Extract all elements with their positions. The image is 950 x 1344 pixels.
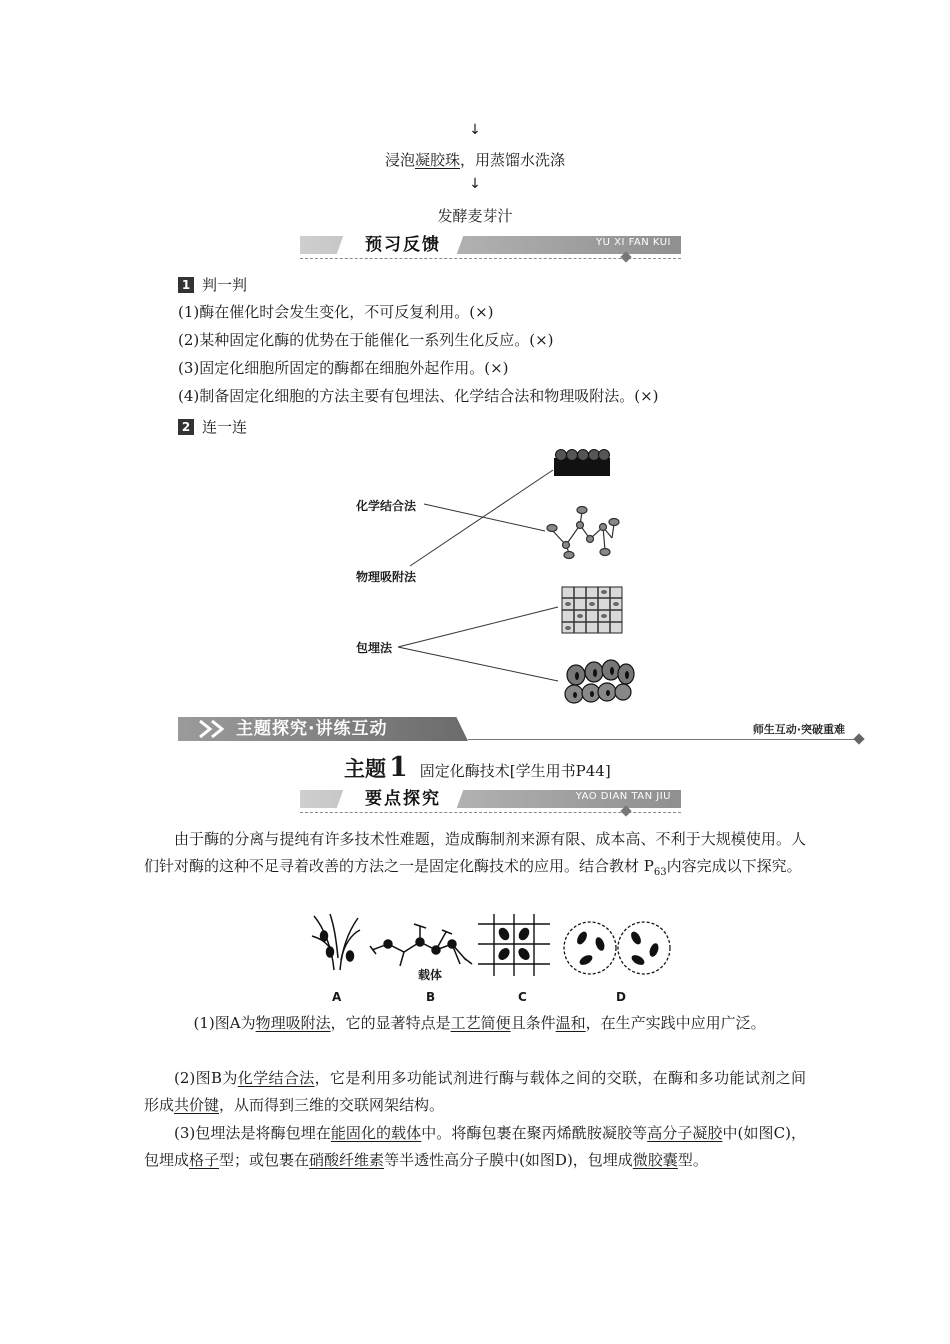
figure-label-d: D — [616, 990, 626, 1004]
p3-answer: 硝酸纤维素 — [309, 1151, 385, 1169]
banner-key-points — [300, 788, 681, 810]
p3-text: 中。将酶包裹在聚丙烯酰胺凝胶等 — [421, 1124, 648, 1142]
flow-step-soak-post: ，用蒸馏水洗涤 — [460, 151, 566, 169]
intro-paragraph — [144, 826, 806, 886]
p1-text: ，它的显著特点是 — [330, 1014, 451, 1032]
connect-line — [398, 607, 558, 647]
figure-b-crosslink — [370, 924, 472, 966]
banner-title: 预习反馈 — [365, 235, 441, 255]
p3-answer: 高分子凝胶 — [647, 1124, 723, 1142]
gel-lattice-picture — [562, 587, 622, 633]
connect-label-embedding: 包埋法 — [356, 641, 393, 655]
section-bar — [178, 717, 863, 743]
p1-answer: 温和 — [555, 1014, 586, 1032]
p1-text: (1)图A为 — [193, 1014, 256, 1032]
judge-heading — [178, 275, 247, 295]
section-bar-diamond — [853, 733, 864, 744]
p1-answer: 工艺简便 — [450, 1014, 511, 1032]
connect-number-badge: 2 — [178, 419, 194, 435]
section-title — [236, 717, 387, 741]
judge-item: (1)酶在催化时会发生变化，不可反复利用。(×) — [178, 303, 494, 321]
connect-line — [410, 470, 553, 566]
p2-text: ，从而得到三维的交联网架结构。 — [219, 1096, 445, 1114]
judge-item: (3)固定化细胞所固定的酶都在细胞外起作用。(×) — [178, 359, 509, 377]
connect-heading — [178, 417, 247, 437]
p3-text: 型。 — [677, 1151, 708, 1169]
figure-label-a: A — [332, 990, 342, 1004]
judge-number-badge: 1 — [178, 277, 194, 293]
connect-diagram — [0, 440, 950, 710]
adsorption-block-picture — [554, 450, 610, 477]
p1-text: 且条件 — [510, 1014, 556, 1032]
p3-text: (3)包埋法是将酶包埋在 — [174, 1124, 331, 1142]
judge-item: (2)某种固定化酶的优势在于能催化一系列生化反应。(×) — [178, 331, 554, 349]
figure-a-adsorption — [312, 914, 360, 970]
topic-description: 固定化酶技术[学生用书P44] — [419, 762, 611, 780]
intro-text-a: 由于酶的分离与提纯有许多技术性难题，造成酶制剂来源有限、成本高、不利于大规模使用。人们针对酶的这种不足寻着改善的方法之一是固定化酶技术的应用。结合教材 P — [144, 830, 806, 875]
flow-step-soak-pre: 浸泡 — [384, 151, 415, 169]
connect-heading-text: 连一连 — [202, 418, 248, 436]
p2-answer: 共价键 — [174, 1096, 220, 1114]
banner-pinyin: YU XI FAN KUI — [596, 237, 671, 248]
connect-label-chemical: 化学结合法 — [356, 499, 417, 513]
p2-text: ，它是利用多功能试剂进行酶与载体之间的交联，在酶和多功能试剂之间形成 — [144, 1069, 806, 1114]
crosslink-chain-picture — [547, 507, 619, 559]
flow-step-soak — [0, 149, 950, 170]
p3-answer: 能固化的载体 — [330, 1124, 422, 1142]
p3-text: 型；或包裹在 — [219, 1151, 310, 1169]
p3-text: 等半透性高分子膜中(如图D)，包埋成 — [384, 1151, 633, 1169]
answer-paragraph-1 — [144, 1010, 806, 1037]
section-subtitle: 师生互动·突破重难 — [752, 723, 845, 736]
p1-text: ，在生产实践中应用广泛。 — [585, 1014, 766, 1032]
section-title-a: 主题探究 — [236, 719, 308, 739]
p2-text: (2)图B为 — [174, 1069, 238, 1087]
section-title-b: 讲练互动 — [315, 719, 388, 739]
answer-paragraph-3 — [144, 1120, 806, 1174]
intro-text-b: 内容完成以下探究。 — [666, 857, 802, 875]
p3-text: 中(如图C)，包埋成 — [144, 1124, 806, 1169]
banner-preview-feedback — [300, 234, 681, 256]
answer-paragraph-2 — [144, 1065, 806, 1119]
judge-item: (4)制备固定化细胞的方法主要有包埋法、化学结合法和物理吸附法。(×) — [178, 387, 659, 405]
flow-step-soak-gel-beads: 凝胶珠 — [414, 151, 460, 169]
figure-carrier-label: 载体 — [418, 968, 443, 982]
p2-answer: 化学结合法 — [237, 1069, 315, 1087]
section-title-dot: · — [308, 719, 316, 739]
p3-answer: 微胶囊 — [632, 1151, 678, 1169]
topic-number: 1 — [389, 752, 408, 783]
double-chevron-icon — [198, 720, 232, 738]
figure-d-capsules — [564, 922, 670, 974]
connect-line — [398, 647, 558, 681]
intro-page-subscript: 63 — [653, 867, 667, 878]
p1-answer: 物理吸附法 — [255, 1014, 331, 1032]
flow-arrow-2: ↓ — [469, 176, 481, 192]
judge-heading-text: 判一判 — [202, 276, 248, 294]
p3-answer: 格子 — [189, 1151, 220, 1169]
figure-c-lattice — [478, 914, 550, 976]
banner-title: 要点探究 — [365, 789, 441, 809]
topic-label: 主题 — [344, 757, 386, 781]
connect-label-physical: 物理吸附法 — [356, 570, 417, 584]
connect-line — [424, 504, 545, 531]
figure-label-c: C — [518, 990, 527, 1004]
flow-step-ferment: 发酵麦芽汁 — [437, 207, 513, 225]
section-bar-line — [468, 739, 858, 740]
banner-pinyin: YAO DIAN TAN JIU — [575, 791, 671, 802]
figure-label-b: B — [426, 990, 436, 1004]
flow-arrow-1: ↓ — [469, 122, 481, 138]
topic-heading — [344, 752, 611, 783]
microcapsule-picture — [565, 660, 634, 703]
